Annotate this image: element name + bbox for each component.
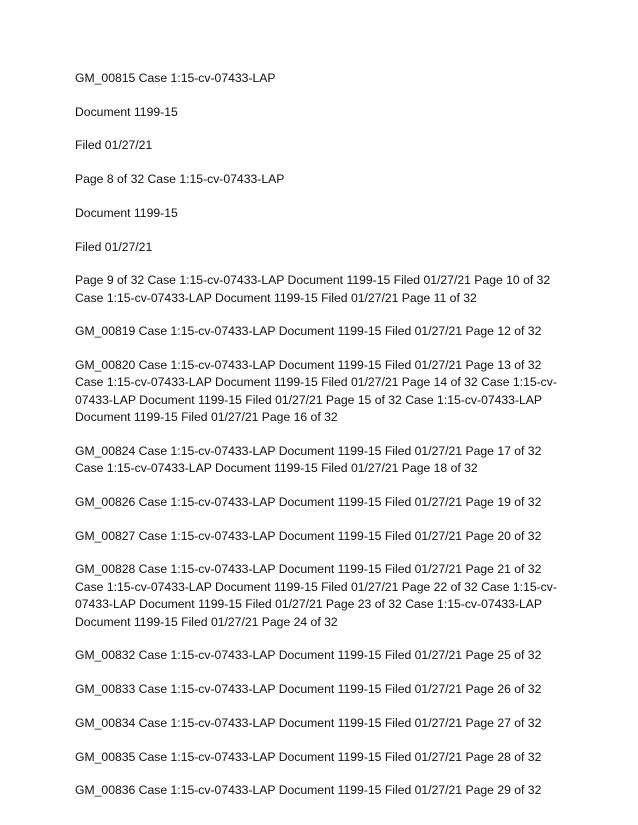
paragraph-page-8: Page 8 of 32 Case 1:15-cv-07433-LAP (75, 172, 285, 187)
paragraph-gm-00827: GM_00827 Case 1:15-cv-07433-LAP Document 1199-15 Filed 01/27/21 Page 20 of 32 (75, 528, 542, 543)
paragraph-gm-00828: GM_00828 Case 1:15-cv-07433-LAP Document 1199-15 Filed 01/27/21 Page 21 of 32 Case 1:15-cv-07433-LAP Document 1199-15 Filed 01/27/21 Page 22 of 32 Case 1:15-cv-07433-LAP Document 1199-15 Filed 01/27/21 Page 23 of 32 Case 1:15-cv-07433-LAP Document 1199-15 Filed 01/27/21 Page 24 of 32 (75, 562, 557, 629)
paragraph-gm-00819: GM_00819 Case 1:15-cv-07433-LAP Document 1199-15 Filed 01/27/21 Page 12 of 32 (75, 324, 542, 339)
paragraph-gm-00824: GM_00824 Case 1:15-cv-07433-LAP Document 1199-15 Filed 01/27/21 Page 17 of 32 Case 1:15-cv-07433-LAP Document 1199-15 Filed 01/27/21 Page 18 of 32 (75, 443, 542, 476)
paragraph-gm-00832: GM_00832 Case 1:15-cv-07433-LAP Document 1199-15 Filed 01/27/21 Page 25 of 32 (75, 648, 542, 663)
paragraph-document-number-2: Document 1199-15 (75, 205, 178, 220)
paragraph-document-number: Document 1199-15 (75, 104, 178, 119)
paragraph-gm-00826: GM_00826 Case 1:15-cv-07433-LAP Document 1199-15 Filed 01/27/21 Page 19 of 32 (75, 495, 542, 510)
paragraph-filed-date: Filed 01/27/21 (75, 138, 153, 153)
paragraph-gm-00820: GM_00820 Case 1:15-cv-07433-LAP Document 1199-15 Filed 01/27/21 Page 13 of 32 Case 1:15-cv-07433-LAP Document 1199-15 Filed 01/27/21 Page 14 of 32 Case 1:15-cv-07433-LAP Document 1199-15 Filed 01/27/21 Page 15 of 32 Case 1:15-cv-07433-LAP Document 1199-15 Filed 01/27/21 Page 16 of 32 (75, 358, 557, 425)
paragraph-pages-9-11: Page 9 of 32 Case 1:15-cv-07433-LAP Document 1199-15 Filed 01/27/21 Page 10 of 32 Case 1:15-cv-07433-LAP Document 1199-15 Filed 01/27/21 Page 11 of 32 (75, 273, 551, 305)
paragraph-gm-00836: GM_00836 Case 1:15-cv-07433-LAP Document 1199-15 Filed 01/27/21 Page 29 of 32 (75, 783, 542, 798)
paragraph-filed-date-2: Filed 01/27/21 (75, 239, 153, 254)
paragraph-gm-00835: GM_00835 Case 1:15-cv-07433-LAP Document 1199-15 Filed 01/27/21 Page 28 of 32 (75, 749, 542, 764)
paragraph-gm-00834: GM_00834 Case 1:15-cv-07433-LAP Document 1199-15 Filed 01/27/21 Page 27 of 32 (75, 715, 542, 730)
document-page (75, 70, 565, 816)
paragraph-gm-00815: GM_00815 Case 1:15-cv-07433-LAP (75, 71, 276, 85)
paragraph-gm-00833: GM_00833 Case 1:15-cv-07433-LAP Document 1199-15 Filed 01/27/21 Page 26 of 32 (75, 682, 542, 697)
